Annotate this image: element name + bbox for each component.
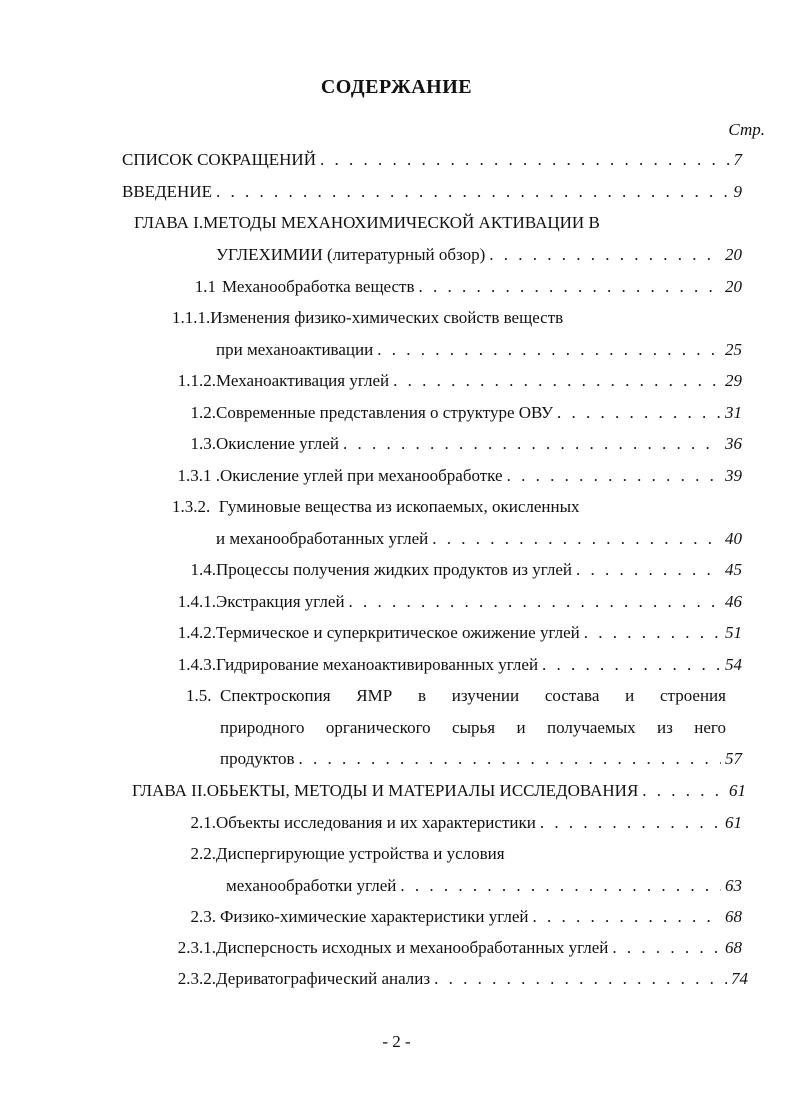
leader-dots (377, 338, 721, 362)
toc-entry-page: 68 (725, 938, 742, 957)
toc-entry-text: Гидрирование механоактивированных углей (216, 655, 539, 674)
toc-entry-text: Экстракция углей (216, 592, 345, 611)
toc-entry-text: Физико-химические характеристики углей (220, 907, 529, 926)
page-column-label: Стр. (728, 120, 765, 139)
toc-entry-text: СПИСОК СОКРАЩЕНИЙ (122, 150, 316, 169)
toc-entry (172, 936, 742, 960)
toc-word: и (625, 686, 635, 705)
toc-entry (172, 967, 748, 991)
toc-entry-text: Окисление углей при механообработке (220, 466, 503, 485)
page-title: СОДЕРЖАНИЕ (320, 76, 473, 98)
leader-dots (299, 747, 721, 771)
toc-entry-text: Термическое и суперкритическое ожижение углей (216, 623, 580, 642)
leader-dots (393, 369, 721, 393)
toc-word: получаемых (546, 718, 636, 737)
toc-entry-number: 1.3.1 . (177, 466, 220, 485)
toc-entry (122, 180, 742, 204)
toc-entry-number: 1.4.1. (177, 592, 216, 611)
toc-word: природного (220, 718, 305, 737)
toc-entry-text: Механообработка веществ (222, 277, 415, 296)
toc-entry-text-cont: и механообработанных углей (216, 529, 429, 548)
toc-entry (172, 464, 742, 488)
toc-entry-text: Окисление углей (216, 434, 339, 453)
toc-chapter-heading (132, 779, 746, 803)
toc-entry (172, 842, 505, 866)
leader-dots (540, 811, 721, 835)
toc-entry-page: 40 (725, 529, 742, 548)
toc-entry-text: Современные представления о структуре ОВУ (216, 403, 554, 422)
toc-word: сырья (452, 718, 496, 737)
toc-entry-text (220, 684, 726, 708)
toc-entry-text-cont: механообработки углей (226, 876, 397, 895)
toc-entry-page: 39 (725, 466, 742, 485)
leader-dots (557, 401, 721, 425)
toc-entry-page: 46 (725, 592, 742, 611)
leader-dots (612, 936, 721, 960)
toc-entry-text: Дисперсность исходных и механообработанных углей (216, 938, 609, 957)
toc-entry (172, 432, 742, 456)
toc-entry-number: 1.5. (186, 686, 212, 705)
toc-entry-text: Диспергирующие устройства и условия (216, 844, 505, 863)
leader-dots (507, 464, 721, 488)
toc-entry-number: 1.3. (190, 434, 216, 453)
leader-dots (489, 243, 721, 267)
leader-dots (349, 590, 721, 614)
toc-entry-number: 2.1. (190, 813, 216, 832)
toc-entry-page: 63 (725, 876, 742, 895)
leader-dots (400, 874, 721, 898)
leader-dots (542, 653, 721, 677)
leader-dots (216, 180, 730, 204)
toc-entry-number: 1.1 (194, 277, 216, 296)
toc-entry (172, 811, 742, 835)
toc-entry-number: 1.1.1. (172, 308, 211, 327)
toc-word: органического (325, 718, 431, 737)
toc-word: в (417, 686, 426, 705)
toc-entry (172, 621, 742, 645)
toc-entry-text: Процессы получения жидких продуктов из углей (216, 560, 572, 579)
toc-entry-page: 61 (725, 813, 742, 832)
toc-entry-page: 61 (729, 781, 746, 800)
toc-entry-text-cont: при механоактивации (216, 340, 374, 359)
toc-entry-page: 9 (733, 182, 742, 201)
toc-entry (172, 369, 742, 393)
toc-entry-number: 1.3.2. (172, 497, 211, 516)
toc-word: и (516, 718, 526, 737)
toc-word: ЯМР (356, 686, 393, 705)
toc-entry-text: ОБЬЕКТЫ, МЕТОДЫ И МАТЕРИАЛЫ ИССЛЕДОВАНИЯ (206, 781, 639, 800)
toc-entry-number: ГЛАВА II. (132, 781, 207, 800)
toc-entry (172, 590, 742, 614)
toc-entry (216, 527, 742, 551)
toc-entry-text: Механоактивация углей (216, 371, 390, 390)
leader-dots (434, 967, 727, 991)
leader-dots (532, 905, 721, 929)
toc-word: Спектроскопия (220, 686, 331, 705)
toc-word: строения (660, 686, 726, 705)
toc-entry (172, 495, 580, 519)
toc-entry (190, 275, 742, 299)
toc-entry-page: 20 (725, 245, 742, 264)
toc-entry-page: 68 (725, 907, 742, 926)
leader-dots (419, 275, 721, 299)
toc-entry-number: 1.4. (190, 560, 216, 579)
leader-dots (343, 432, 721, 456)
toc-entry (172, 558, 742, 582)
leader-dots (642, 779, 725, 803)
toc-entry-text: Дериватографический анализ (216, 969, 431, 988)
toc-entry-number: 1.4.2. (177, 623, 216, 642)
toc-entry (172, 905, 742, 929)
toc-entry-page: 74 (731, 969, 748, 988)
toc-entry-number: 2.3.1. (177, 938, 216, 957)
toc-entry-page: 25 (725, 340, 742, 359)
toc-entry (220, 747, 742, 771)
toc-entry-number: 2.2. (190, 844, 216, 863)
toc-entry-text-cont: УГЛЕХИМИИ (литературный обзор) (216, 245, 486, 264)
toc-entry-number: 1.1.2. (177, 371, 216, 390)
page-number: - 2 - (382, 1032, 411, 1051)
toc-entry-number: 2.3. (190, 907, 216, 926)
toc-entry (122, 148, 742, 172)
leader-dots (320, 148, 730, 172)
toc-entry-text: Изменения физико-химических свойств веществ (210, 308, 564, 327)
leader-dots (432, 527, 721, 551)
toc-entry-page: 45 (725, 560, 742, 579)
toc-word: изучении (451, 686, 520, 705)
toc-word: из (657, 718, 673, 737)
toc-entry-text: МЕТОДЫ МЕХАНОХИМИЧЕСКОЙ АКТИВАЦИИ В (203, 213, 600, 232)
toc-entry (226, 874, 742, 898)
toc-entry-number: 2.3.2. (177, 969, 216, 988)
toc-entry-number: 1.4.3. (177, 655, 216, 674)
toc-entry (216, 338, 742, 362)
toc-word: него (694, 718, 726, 737)
toc-entry (172, 653, 742, 677)
toc-entry-text: ВВЕДЕНИЕ (122, 182, 212, 201)
toc-entry-page: 20 (725, 277, 742, 296)
toc-entry-number: ГЛАВА I. (134, 213, 204, 232)
leader-dots (584, 621, 721, 645)
toc-entry-page: 29 (725, 371, 742, 390)
toc-entry-page: 54 (725, 655, 742, 674)
toc-entry-number: 1.2. (190, 403, 216, 422)
leader-dots (576, 558, 721, 582)
toc-entry (216, 243, 742, 267)
toc-entry (172, 401, 742, 425)
toc-entry-page: 51 (725, 623, 742, 642)
toc-entry (172, 306, 563, 330)
toc-entry-text: Объекты исследования и их характеристики (216, 813, 536, 832)
toc-entry-text-cont: продуктов (220, 749, 295, 768)
toc-entry-page: 7 (733, 150, 742, 169)
toc-entry-page: 31 (725, 403, 742, 422)
toc-chapter-heading (134, 211, 600, 235)
toc-entry-text: Гуминовые вещества из ископаемых, окисленных (218, 497, 580, 516)
toc-entry-page: 36 (725, 434, 742, 453)
toc-word: состава (544, 686, 600, 705)
toc-entry-text-cont (220, 716, 726, 740)
toc-entry-page: 57 (725, 749, 742, 768)
